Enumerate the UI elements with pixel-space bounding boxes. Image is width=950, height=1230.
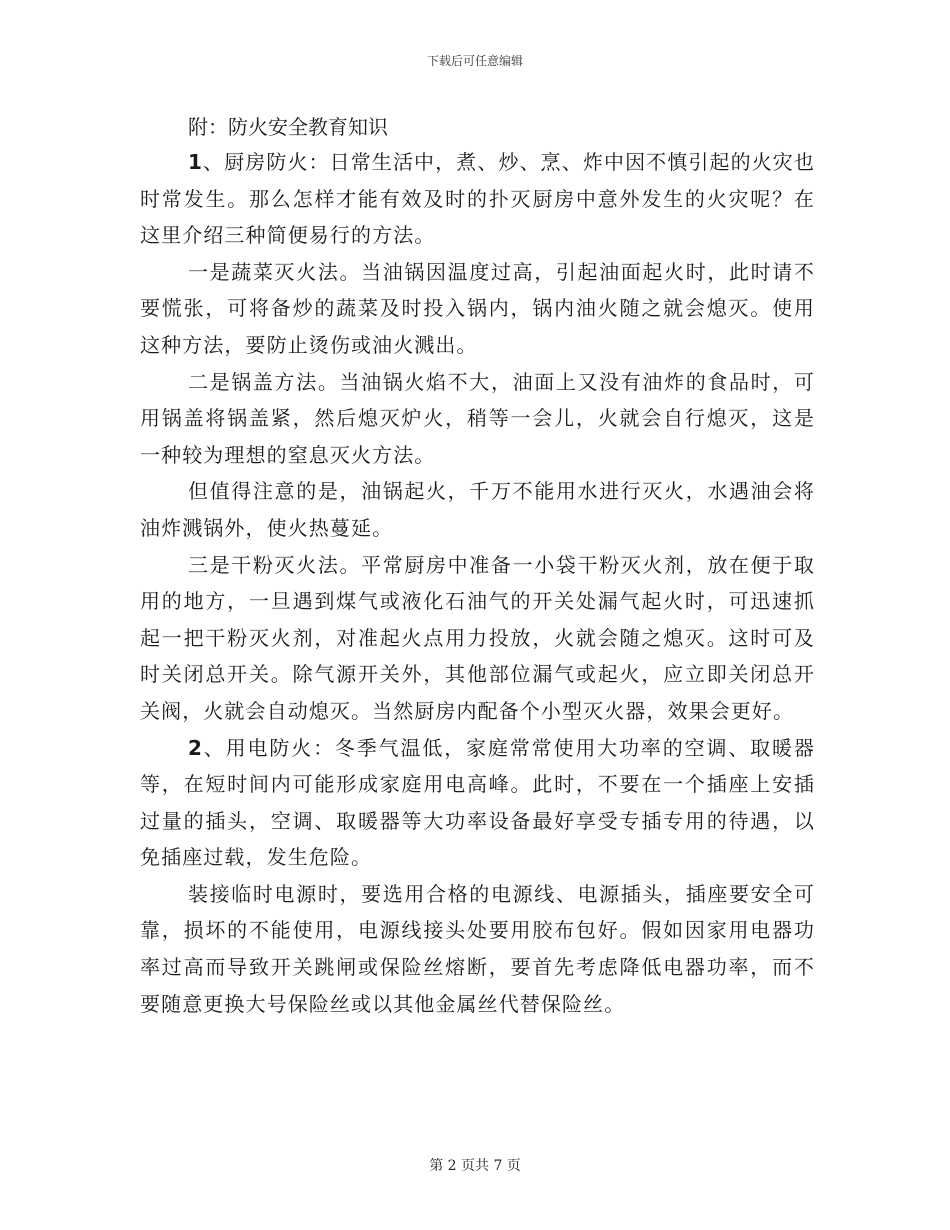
paragraph-water-warning bbox=[140, 473, 815, 546]
paragraph-kitchen-fire bbox=[140, 144, 815, 254]
document-body bbox=[140, 110, 815, 1022]
header-note: 下载后可任意编辑 bbox=[426, 54, 523, 68]
page-number: 第 2 页共 7 页 bbox=[429, 1158, 521, 1174]
section-number: 1 bbox=[188, 150, 204, 174]
document-title: 附：防火安全教育知识 bbox=[188, 115, 388, 139]
paragraph-vegetable-method bbox=[140, 254, 815, 364]
section-number: 2 bbox=[188, 735, 204, 760]
paragraph-powder-method bbox=[140, 547, 815, 730]
paragraph-text: 三是干粉灭火法。平常厨房中准备一小袋干粉灭火剂，放在便于取用的地方，一旦遇到煤气或液化石油气的开关处漏气起火时，可迅速抓起一把干粉灭火剂，对准起火点用力投放，火就会随之熄灭。这时可及时关闭总开关。除气源开关外，其他部位漏气或起火，应立即关闭总开关阀，火就会自动熄灭。当然厨房内配备个小型灭火器，效果会更好。 bbox=[140, 552, 815, 723]
paragraph-lid-method bbox=[140, 364, 815, 474]
paragraph-text: 二是锅盖方法。当油锅火焰不大，油面上又没有油炸的食品时，可用锅盖将锅盖紧，然后熄灭炉火，稍等一会儿，火就会自行熄灭，这是一种较为理想的窒息灭火方法。 bbox=[140, 369, 815, 467]
paragraph-temporary-power bbox=[140, 876, 815, 1022]
paragraph-text: 装接临时电源时，要选用合格的电源线、电源插头，插座要安全可靠，损坏的不能使用，电源线接头处要用胶布包好。假如因家用电器功率过高而导致开关跳闸或保险丝熔断，要首先考虑降低电器功率，而不要随意更换大号保险丝或以其他金属丝代替保险丝。 bbox=[140, 881, 815, 1016]
paragraph-electric-fire bbox=[140, 730, 815, 876]
paragraph-text: 、厨房防火：日常生活中，煮、炒、烹、炸中因不慎引起的火灾也时常发生。那么怎样才能有效及时的扑灭厨房中意外发生的火灾呢？在这里介绍三种简便易行的方法。 bbox=[140, 150, 815, 248]
paragraph-text: 一是蔬菜灭火法。当油锅因温度过高，引起油面起火时，此时请不要慌张，可将备炒的蔬菜及时投入锅内，锅内油火随之就会熄灭。使用这种方法，要防止烫伤或油火溅出。 bbox=[140, 259, 815, 357]
paragraph-text: 、用电防火：冬季气温低，家庭常常使用大功率的空调、取暖器等，在短时间内可能形成家庭用电高峰。此时，不要在一个插座上安插过量的插头，空调、取暖器等大功率设备最好享受专插专用的待遇，以免插座过载，发生危险。 bbox=[140, 735, 815, 870]
paragraph-text: 但值得注意的是，油锅起火，千万不能用水进行灭火，水遇油会将油炸溅锅外，使火热蔓延。 bbox=[140, 479, 815, 540]
